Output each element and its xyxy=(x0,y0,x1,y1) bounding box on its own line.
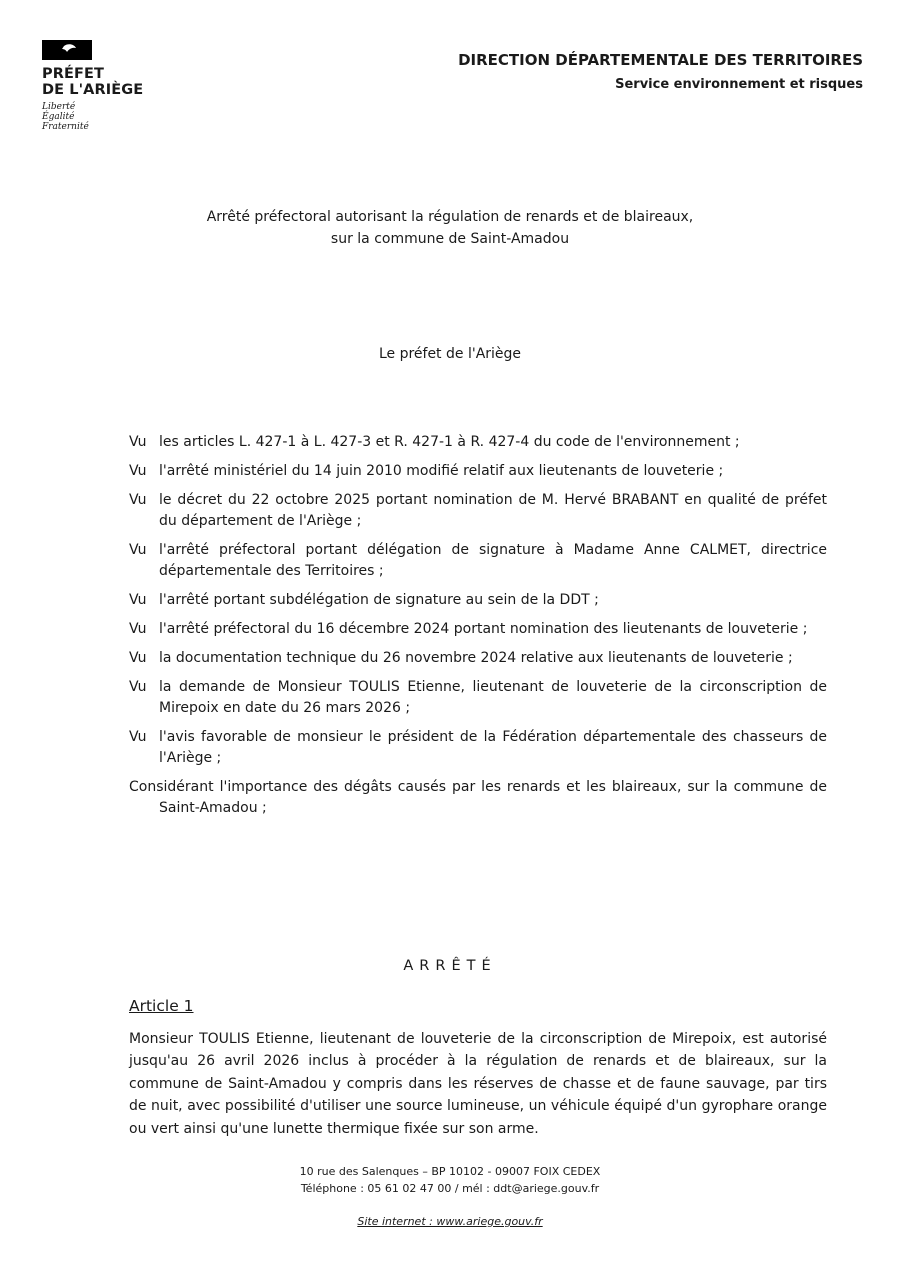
decree-subject: Arrêté préfectoral autorisant la régulation de renards et de blaireaux, sur la commune de Saint-Amadou xyxy=(206,209,694,247)
issuing-department xyxy=(458,50,863,94)
issuing-authority: Le préfet de l'Ariège xyxy=(378,346,522,362)
article-1-title: Article 1 xyxy=(129,997,194,1015)
republic-motto: Liberté Égalité Fraternité xyxy=(42,102,89,132)
article-1-body: Monsieur TOULIS Etienne, lieutenant de louveterie de la circonscription de Mirepoix, est autorisé jusqu'au 26 avril 2026 inclus à procéder à la régulation de renards et de blaireaux, sur la commune de Saint-Amadou y compris dans les réserves de chasse et de faune sauvage, par tirs de nuit, avec possibilité d'utiliser une source lumineuse, un véhicule équipé d'un gyrophare orange ou vert ainsi qu'une lunette thermique fixée sur son arme. xyxy=(129,1031,827,1137)
visa-item: Vu l'arrêté préfectoral du 16 décembre 2024 portant nomination des lieutenants de louveterie ; xyxy=(129,621,808,637)
prefecture-logo xyxy=(42,40,172,132)
considerant-item: Considérant l'importance des dégâts causés par les renards et les blaireaux, sur la commune de Saint-Amadou ; xyxy=(129,779,827,816)
visa-item: Vu le décret du 22 octobre 2025 portant nomination de M. Hervé BRABANT en qualité de préfet du département de l'Ariège ; xyxy=(129,492,827,529)
footer-phone-email: Téléphone : 05 61 02 47 00 / mél : ddt@ariege.gouv.fr xyxy=(300,1182,600,1195)
footer-website-link[interactable]: Site internet : www.ariege.gouv.fr xyxy=(357,1215,543,1228)
visa-item: Vu la demande de Monsieur TOULIS Etienne, lieutenant de louveterie de la circonscription de Mirepoix en date du 26 mars 2026 ; xyxy=(129,679,827,716)
visa-list xyxy=(129,432,827,827)
direction-name: DIRECTION DÉPARTEMENTALE DES TERRITOIRES xyxy=(458,51,863,69)
decision-heading: ARRÊTÉ xyxy=(403,958,497,974)
prefecture-name: PRÉFET DE L'ARIÈGE xyxy=(42,66,144,98)
footer-contact xyxy=(0,1163,900,1197)
service-name: Service environnement et risques xyxy=(615,77,863,92)
visa-item: Vu l'arrêté ministériel du 14 juin 2010 modifié relatif aux lieutenants de louveterie ; xyxy=(129,463,724,479)
footer-address: 10 rue des Salenques – BP 10102 - 09007 FOIX CEDEX xyxy=(299,1165,601,1178)
visa-item: Vu les articles L. 427-1 à L. 427-3 et R. 427-1 à R. 427-4 du code de l'environnement ; xyxy=(129,434,740,450)
visa-item: Vu l'avis favorable de monsieur le président de la Fédération départementale des chasseurs de l'Ariège ; xyxy=(129,729,827,766)
visa-item: Vu l'arrêté préfectoral portant délégation de signature à Madame Anne CALMET, directrice départementale des Territoires ; xyxy=(129,542,827,579)
visa-item: Vu l'arrêté portant subdélégation de signature au sein de la DDT ; xyxy=(129,592,599,608)
visa-item: Vu la documentation technique du 26 novembre 2024 relative aux lieutenants de louveterie ; xyxy=(129,650,793,666)
marianne-logo-icon xyxy=(42,40,92,60)
